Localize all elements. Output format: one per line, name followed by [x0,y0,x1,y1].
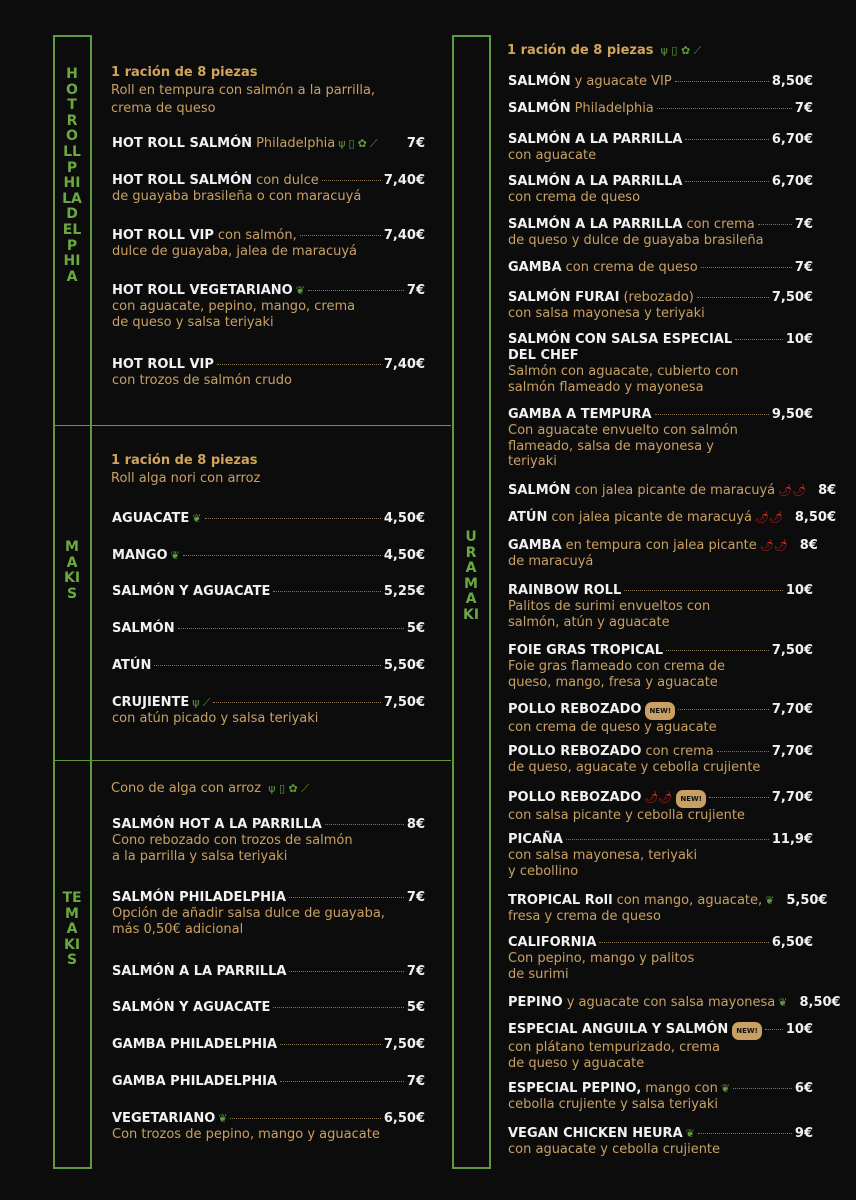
item-price: 7,70€ [771,744,813,759]
item-description: con crema de queso y aguacate [508,720,717,735]
item-inline-description: con mango, aguacate, [616,893,763,908]
item-price: 8,50€ [799,995,841,1010]
item-price: 4,50€ [383,511,425,526]
frame-line [489,35,491,1169]
dot-leader [666,650,769,651]
dot-leader [322,180,381,181]
menu-item [508,217,813,249]
item-name: SALMÓN HOT A LA PARRILLA [112,817,322,832]
new-badge: NEW! [645,702,675,720]
frame-line [53,1167,92,1169]
frame-line [90,35,92,1169]
dot-leader [205,518,381,519]
item-price: 4,50€ [383,548,425,563]
frame-line [452,35,491,37]
dot-leader [183,555,381,556]
item-price: 7€ [406,136,425,151]
item-price: 7,70€ [771,702,813,717]
menu-item [508,995,841,1011]
item-name: ESPECIAL ANGUILA Y SALMÓN [508,1022,729,1037]
menu-item [508,101,813,117]
item-row [508,893,828,909]
frame-line [53,35,55,1169]
item-price: 7€ [794,101,813,116]
temakis-header [111,780,309,798]
item-inline-description: con crema de queso [565,260,698,275]
frame-line [452,1167,491,1169]
vegan-leaf-icon: ❦ [192,512,202,525]
dot-leader [289,971,403,972]
menu-item [112,511,425,527]
item-row [508,74,813,90]
menu-item [508,260,813,276]
item-name: TROPICAL Roll [508,893,613,908]
item-row [112,228,425,244]
menu-item [112,1074,425,1090]
item-description: Foie gras flameado con crema de queso, mango, fresa y aguacate [508,659,725,690]
menu-item [112,584,425,600]
item-row [112,136,425,152]
item-name: HOT ROLL SALMÓN [112,173,253,188]
dot-leader [230,1118,380,1119]
dot-leader [289,897,404,898]
item-price: 7,70€ [771,790,813,805]
section-description: Cono de alga con arroz [111,781,262,796]
item-price: 7,40€ [383,357,425,372]
item-name: HOT ROLL VIP [112,228,214,243]
item-price: 7,50€ [771,643,813,658]
chili-icon: 🌶🌶 [759,539,788,552]
item-row [112,658,425,674]
menu-item [508,790,813,824]
item-name: AGUACATE [112,511,190,526]
dot-leader [758,224,792,225]
item-price: 5,50€ [786,893,828,908]
dot-leader [280,1081,404,1082]
item-description: con crema de queso [508,190,641,205]
chili-icon: 🌶🌶 [778,484,807,497]
dot-leader [280,1044,381,1045]
dot-leader [701,267,792,268]
dot-leader [273,1007,404,1008]
item-row [112,548,425,564]
vegan-leaf-icon: ❦ [295,284,305,297]
dot-leader [273,591,381,592]
menu-item [508,1022,813,1071]
item-price: 8,50€ [771,74,813,89]
item-name: PICAÑA [508,832,563,847]
wheat-icon: ψ [338,137,346,150]
item-name: MANGO [112,548,168,563]
item-inline-description: con dulce [256,173,319,188]
allergen-icons: ψ ▯ ✿ ⟋ [660,44,702,57]
item-price: 7€ [794,260,813,275]
vegan-leaf-icon: ❦ [218,1112,228,1125]
menu-item [112,817,425,864]
item-row [508,832,813,848]
item-row [508,643,813,659]
dot-leader [657,108,792,109]
menu-item [112,1037,425,1053]
dot-leader [178,628,404,629]
bottle-icon: ▯ [348,137,355,150]
item-name: GAMBA [508,260,562,275]
vegan-leaf-icon: ❦ [778,996,788,1009]
item-price: 9€ [794,1126,813,1141]
new-badge: NEW! [732,1022,762,1040]
menu-item [112,658,425,674]
portion-title: 1 ración de 8 piezas [507,43,654,58]
dot-leader [624,590,783,591]
menu-item [508,332,813,395]
item-row [508,744,813,760]
item-description: con salsa mayonesa, teriyaki y cebollino [508,848,698,879]
item-row [112,890,425,906]
menu-item [508,643,813,690]
dot-leader [697,297,769,298]
item-price: 9,50€ [771,407,813,422]
vegan-leaf-icon: ❦ [170,549,180,562]
item-description: Palitos de surimi envueltos con salmón, atún y aguacate [508,599,711,630]
menu-item [508,538,818,570]
dot-leader [308,290,404,291]
item-price: 5,50€ [383,658,425,673]
item-name: SALMÓN [508,101,571,116]
dot-leader [566,839,769,840]
item-description: con plátano tempurizado, crema de queso y aguacate [508,1040,720,1071]
dot-leader [678,709,769,710]
item-price: 5€ [406,1000,425,1015]
wheat-icon: ψ [192,696,200,709]
item-name: SALMÓN Y AGUACATE [112,584,271,599]
new-badge: NEW! [676,790,706,808]
item-inline-description: con crema [686,217,755,232]
menu-item [508,702,813,736]
item-row [508,538,818,554]
item-price: 8€ [406,817,425,832]
item-row [508,583,813,599]
item-price: 7,50€ [383,695,425,710]
item-name: SALMÓN PHILADELPHIA [112,890,286,905]
item-price: 8€ [818,483,837,498]
section-label-uramaki: URAMAKI [462,529,480,623]
section-divider [53,760,451,761]
item-row [508,101,813,117]
item-name: HOT ROLL VEGETARIANO [112,283,293,298]
item-name: SALMÓN A LA PARRILLA [508,217,683,232]
menu-item [112,964,425,980]
menu-item [508,510,836,526]
item-name-continued: DEL CHEF [508,348,579,363]
item-description: con atún picado y salsa teriyaki [112,711,319,726]
item-description: con salsa mayonesa y teriyaki [508,306,705,321]
item-description: de queso, aguacate y cebolla crujiente [508,760,761,775]
item-name: SALMÓN Y AGUACATE [112,1000,271,1015]
soy-icon: ⟋ [369,137,378,150]
item-name: PEPINO [508,995,563,1010]
menu-item [508,290,813,322]
item-name: CRUJIENTE [112,695,190,710]
item-row [112,283,425,299]
item-price: 6,50€ [383,1111,425,1126]
dot-leader [325,824,404,825]
dot-leader [765,1029,783,1030]
item-row [508,290,813,306]
item-name: SALMÓN FURAI [508,290,620,305]
item-name: POLLO REBOZADO [508,702,642,717]
item-description: con aguacate, pepino, mango, crema de queso y salsa teriyaki [112,299,356,330]
item-price: 7,50€ [771,290,813,305]
allergen-icons: ψ ▯ ✿ ⟋ [268,782,309,795]
menu-item [508,1126,813,1158]
dot-leader [213,702,381,703]
item-row [112,173,425,189]
item-row [508,332,813,348]
item-row [112,511,425,527]
item-name: ESPECIAL PEPINO, [508,1081,642,1096]
menu-item [508,483,837,499]
item-inline-description: con jalea picante de maracuyá [551,510,752,525]
item-row [508,407,813,423]
item-name: VEGAN CHICKEN HEURA [508,1126,683,1141]
item-inline-description: con jalea picante de maracuyá [574,483,776,498]
item-price: 6,70€ [771,174,813,189]
item-row [112,1000,425,1016]
dot-leader [698,1133,792,1134]
item-price: 7,40€ [383,173,425,188]
menu-item [112,228,425,260]
makis-header [111,452,260,488]
item-name: ATÚN [112,658,152,673]
menu-item [508,74,813,90]
item-inline-description: con crema [645,744,714,759]
item-row [112,1074,425,1090]
dot-leader [717,751,769,752]
item-price: 7,40€ [383,228,425,243]
uramaki-header [507,42,701,60]
item-description: fresa y crema de queso [508,909,661,924]
item-price: 5,25€ [383,584,425,599]
item-name: POLLO REBOZADO [508,790,642,805]
leaf-cluster-icon: ✿ [357,137,367,150]
menu-item [508,1081,813,1113]
item-price: 8€ [799,538,818,553]
item-row [508,217,813,233]
item-description: Salmón con aguacate, cubierto con salmón flameado y mayonesa [508,364,739,395]
item-price: 10€ [785,1022,813,1037]
item-name: SALMÓN [508,74,571,89]
item-description: Opción de añadir salsa dulce de guayaba, más 0,50€ adicional [112,906,385,937]
section-description: Roll alga nori con arroz [111,471,261,486]
item-row [508,510,836,526]
item-name: SALMÓN A LA PARRILLA [508,174,683,189]
portion-title: 1 ración de 8 piezas [111,65,258,80]
item-inline-description: Philadelphia [574,101,654,116]
item-price: 8,50€ [794,510,836,525]
item-description: con trozos de salmón crudo [112,373,292,388]
item-row [112,1037,425,1053]
menu-item [508,744,813,776]
menu-item [112,1111,425,1143]
menu-item [508,583,813,630]
item-description: dulce de guayaba, jalea de maracuyá [112,244,358,259]
item-row [112,695,425,711]
vegan-leaf-icon: ❦ [685,1127,695,1140]
menu-item [508,893,828,925]
portion-title: 1 ración de 8 piezas [111,453,258,468]
item-row [112,817,425,833]
item-description: Con pepino, mango y palitos de surimi [508,951,695,982]
menu-item [112,695,425,727]
section-label-makis: MAKIS [63,539,81,602]
dot-leader [733,1088,792,1089]
item-name: ATÚN [508,510,548,525]
menu-item [112,357,425,389]
item-name: CALIFORNIA [508,935,597,950]
item-row [508,995,841,1011]
item-price: 10€ [785,583,813,598]
item-price: 7€ [406,1074,425,1089]
dot-leader [675,81,769,82]
item-name: HOT ROLL VIP [112,357,214,372]
item-row [112,1111,425,1127]
item-inline-description: (rebozado) [623,290,694,305]
item-description: cebolla crujiente y salsa teriyaki [508,1097,718,1112]
item-inline-description: con salmón, [217,228,297,243]
item-name: SALMÓN A LA PARRILLA [112,964,287,979]
section-divider [53,425,451,426]
item-row [508,702,813,720]
item-name: SALMÓN CON SALSA ESPECIAL [508,332,733,347]
menu-item [508,174,813,206]
item-name: GAMBA A TEMPURA [508,407,652,422]
item-inline-description: Philadelphia [256,136,336,151]
vegan-leaf-icon: ❦ [720,1082,731,1095]
item-inline-description: y aguacate con salsa mayonesa [566,995,776,1010]
menu-item [112,621,425,637]
item-price: 6€ [794,1081,813,1096]
item-price: 6,50€ [771,935,813,950]
dot-leader [685,139,768,140]
soy-icon: ⟋ [202,696,211,709]
item-row [508,1022,813,1040]
menu-item [508,935,813,982]
dot-leader [599,942,768,943]
section-label-hot-roll: HOT ROLL PHILADELPHIA [62,66,86,285]
item-price: 7€ [406,964,425,979]
item-description: de queso y dulce de guayaba brasileña [508,233,764,248]
item-row [508,132,813,148]
dot-leader [685,181,768,182]
item-row [112,964,425,980]
item-name: HOT ROLL SALMÓN [112,136,253,151]
item-inline-description: mango con [645,1081,718,1096]
item-price: 10€ [785,332,813,347]
item-name: GAMBA [508,538,562,553]
item-row [508,260,813,276]
item-row [508,935,813,951]
chili-icon: 🌶🌶 [754,511,783,524]
chili-icon: 🌶🌶 [644,791,673,804]
item-name: SALMÓN [112,621,175,636]
item-inline-description: y aguacate VIP [574,74,672,89]
dot-leader [655,414,769,415]
menu-item [112,173,425,205]
item-name: SALMÓN [508,483,571,498]
item-price: 11,9€ [771,832,813,847]
item-row [508,790,813,808]
dot-leader [300,235,381,236]
item-name: POLLO REBOZADO [508,744,642,759]
item-name: GAMBA PHILADELPHIA [112,1037,278,1052]
item-name: GAMBA PHILADELPHIA [112,1074,278,1089]
item-name: SALMÓN A LA PARRILLA [508,132,683,147]
menu-item [112,1000,425,1016]
item-price: 7€ [406,890,425,905]
item-description: de maracuyá [508,554,594,569]
item-row [508,1081,813,1097]
dot-leader [217,364,381,365]
dot-leader [709,797,769,798]
hot-header [111,64,375,118]
item-price: 7€ [794,217,813,232]
menu-item [112,136,425,152]
menu-item [112,283,425,330]
item-row [508,483,837,499]
item-row [508,1126,813,1142]
item-row [112,357,425,373]
item-row [508,174,813,190]
item-row [112,584,425,600]
menu-item [112,890,425,937]
item-price: 7€ [406,283,425,298]
item-description: Con trozos de pepino, mango y aguacate [112,1127,380,1142]
vegan-leaf-icon: ❦ [765,894,775,907]
dot-leader [735,339,783,340]
item-row [112,621,425,637]
section-description: Roll en tempura con salmón a la parrilla, crema de queso [111,83,376,116]
menu-item [508,132,813,164]
item-price: 7,50€ [383,1037,425,1052]
menu-item [508,832,813,879]
item-inline-description: en tempura con jalea picante [565,538,757,553]
item-name: RAINBOW ROLL [508,583,622,598]
menu-item [112,548,425,564]
item-name: FOIE GRAS TROPICAL [508,643,663,658]
item-price: 6,70€ [771,132,813,147]
menu-item [508,407,813,470]
item-name: VEGETARIANO [112,1111,216,1126]
item-description: con salsa picante y cebolla crujiente [508,808,745,823]
frame-line [452,35,454,1169]
item-description: de guayaba brasileña o con maracuyá [112,189,362,204]
item-description: Con aguacate envuelto con salmón flameado, salsa de mayonesa y teriyaki [508,423,738,469]
item-description: con aguacate y cebolla crujiente [508,1142,721,1157]
frame-line [53,35,92,37]
item-price: 5€ [406,621,425,636]
item-description: Cono rebozado con trozos de salmón a la parrilla y salsa teriyaki [112,833,353,864]
item-description: con aguacate [508,148,597,163]
section-label-temakis: TEMAKIS [62,890,82,969]
dot-leader [154,665,381,666]
